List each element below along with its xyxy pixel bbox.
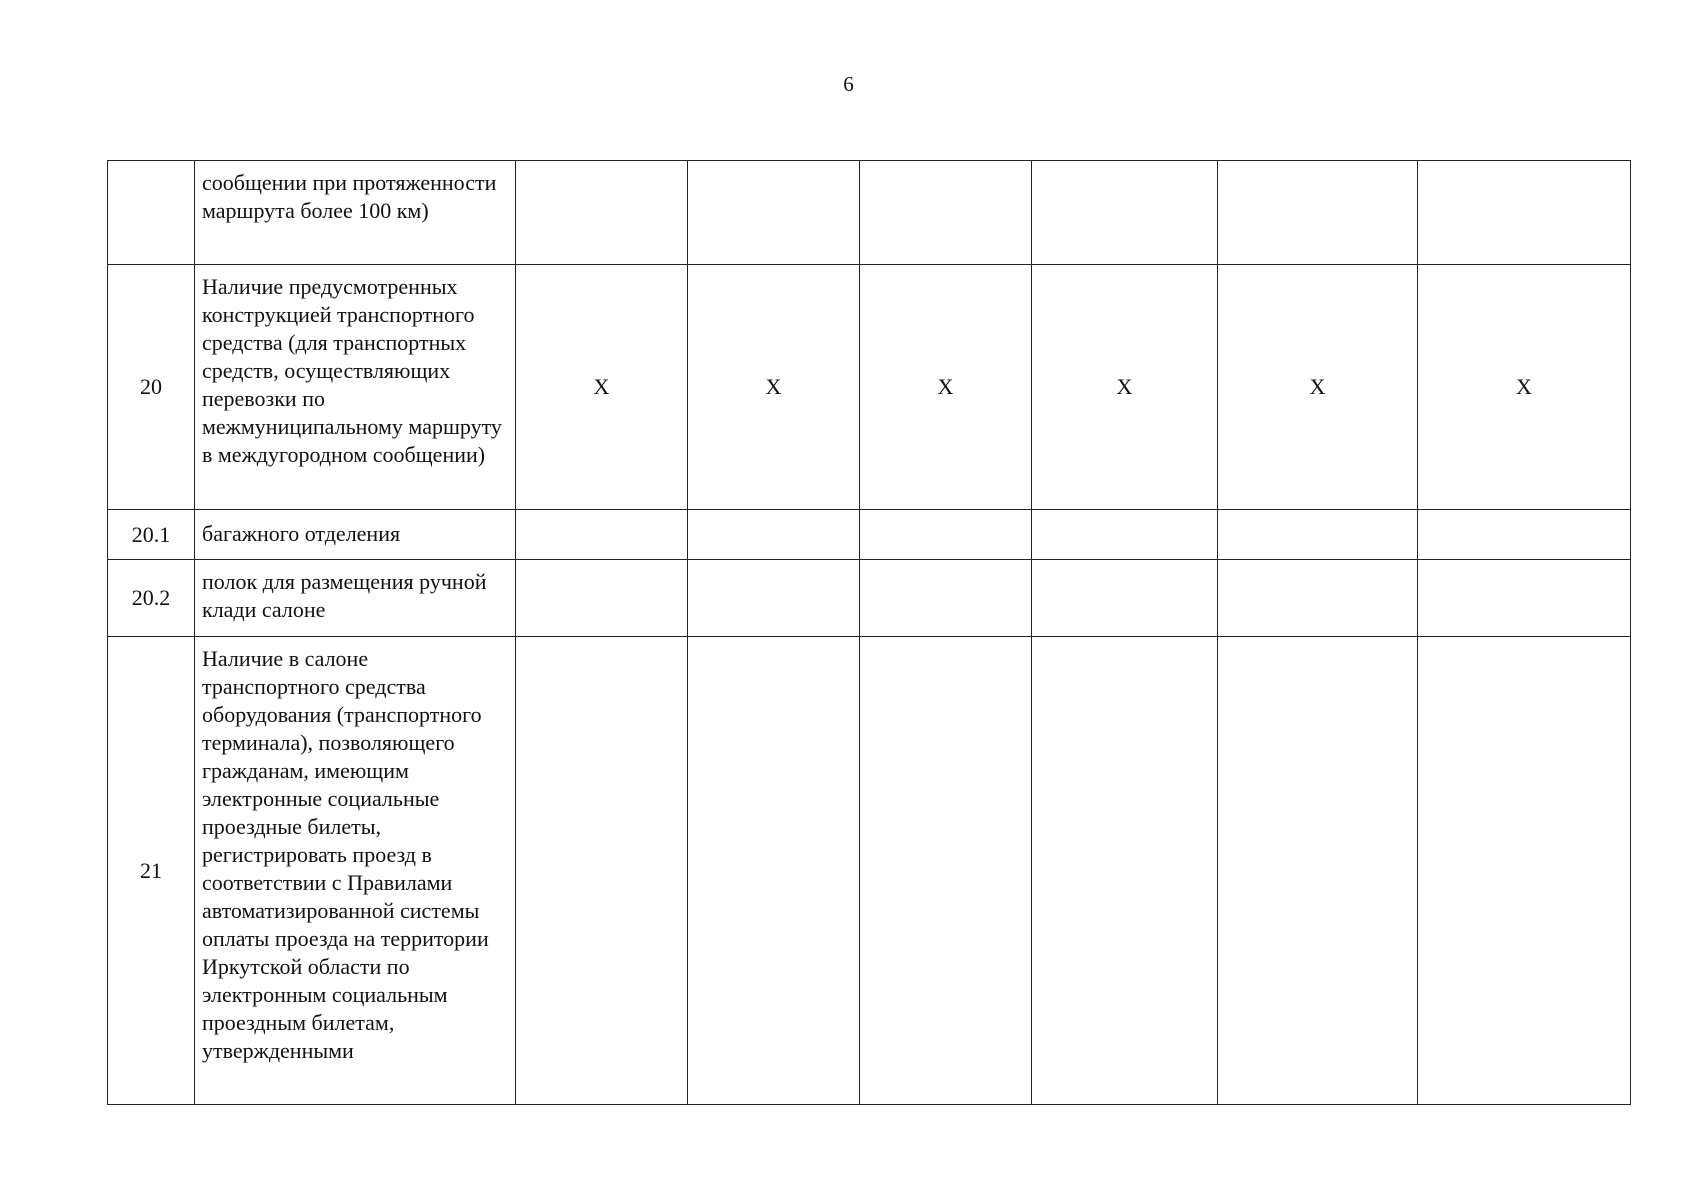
row-description: Наличие в салоне транспортного средства оборудования (транспортного терминала), позволяющего гражданам, имеющим электронные социальные проездные билеты, регистрировать проезд в соответствии с Правилами автоматизированной системы оплаты проезда на территории Иркутской области по электронным социальным проездным билетам, утвержденными <box>195 637 516 1105</box>
row-number <box>108 161 195 265</box>
row-mark <box>860 637 1032 1105</box>
row-mark: X <box>1418 265 1631 510</box>
row-number: 20 <box>108 265 195 510</box>
row-mark <box>1032 637 1218 1105</box>
row-mark <box>1218 161 1418 265</box>
row-description: сообщении при протяженности маршрута более 100 км) <box>195 161 516 265</box>
row-mark <box>688 161 860 265</box>
row-mark <box>1032 161 1218 265</box>
row-mark <box>860 161 1032 265</box>
row-mark <box>516 510 688 560</box>
table-row <box>108 265 1631 510</box>
row-number: 20.2 <box>108 560 195 637</box>
row-mark <box>860 560 1032 637</box>
row-mark: X <box>688 265 860 510</box>
row-mark: X <box>860 265 1032 510</box>
table-row <box>108 510 1631 560</box>
row-mark <box>1218 560 1418 637</box>
row-description: Наличие предусмотренных конструкцией транспортного средства (для транспортных средств, осуществляющих перевозки по межмуниципальному маршруту в междугородном сообщении) <box>195 265 516 510</box>
requirements-table <box>107 160 1631 1105</box>
row-mark <box>1418 161 1631 265</box>
row-mark <box>516 161 688 265</box>
row-mark: X <box>1218 265 1418 510</box>
row-mark <box>516 637 688 1105</box>
row-mark <box>688 560 860 637</box>
row-mark <box>1418 637 1631 1105</box>
table-row <box>108 560 1631 637</box>
page-number: 6 <box>843 72 854 96</box>
row-mark: X <box>1032 265 1218 510</box>
row-number: 20.1 <box>108 510 195 560</box>
row-mark <box>688 637 860 1105</box>
row-number: 21 <box>108 637 195 1105</box>
table-row <box>108 161 1631 265</box>
row-mark <box>688 510 860 560</box>
row-mark <box>1218 510 1418 560</box>
row-description: полок для размещения ручной клади салоне <box>195 560 516 637</box>
row-mark <box>860 510 1032 560</box>
row-mark <box>1418 560 1631 637</box>
row-mark <box>1218 637 1418 1105</box>
row-mark: X <box>516 265 688 510</box>
row-mark <box>1032 510 1218 560</box>
row-mark <box>1418 510 1631 560</box>
table-row <box>108 637 1631 1105</box>
row-mark <box>1032 560 1218 637</box>
row-mark <box>516 560 688 637</box>
row-description: багажного отделения <box>195 510 516 560</box>
